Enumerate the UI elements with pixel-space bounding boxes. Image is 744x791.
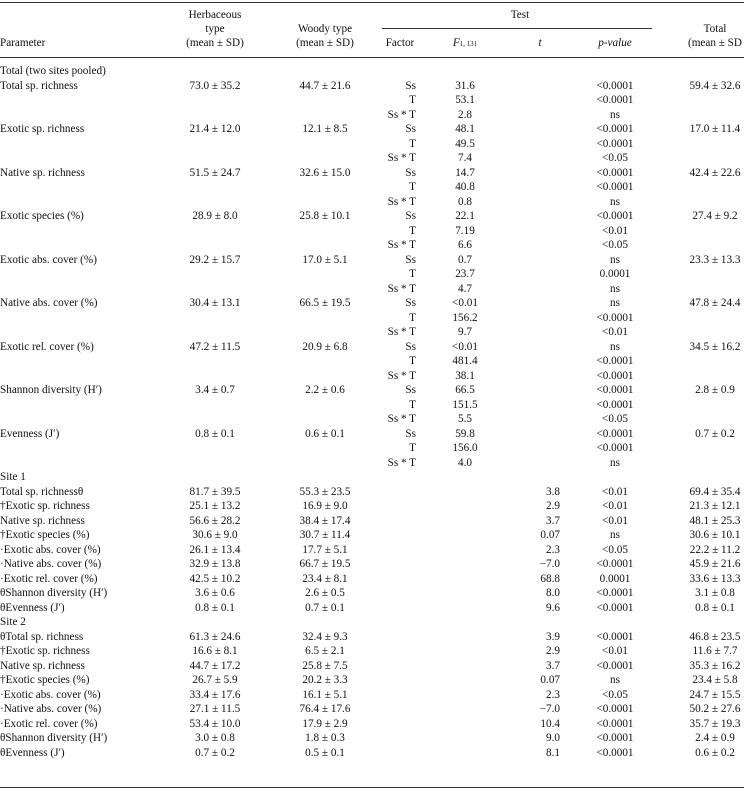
row-parameter: ·Native abs. cover (%) (0, 703, 102, 715)
row-p-value: 0.0001 (599, 572, 631, 585)
row-total-value: 47.8 ± 24.4 (689, 297, 741, 309)
row-factor: Ss (405, 340, 416, 353)
row-parameter: ·Exotic rel. cover (%) (0, 717, 98, 730)
row-total-value: 0.6 ± 0.2 (695, 746, 735, 759)
row-total-value: 69.4 ± 35.4 (689, 485, 741, 498)
row-total-value: 2.8 ± 0.9 (695, 384, 735, 396)
row-t-value: 68.8 (540, 572, 560, 585)
row-woody-value: 38.4 ± 17.4 (299, 514, 351, 527)
row-total-value: 59.4 ± 32.6 (689, 79, 741, 92)
row-p-value: <0.0001 (596, 630, 634, 643)
row-t-value: −7.0 (539, 703, 560, 715)
pooled-section-title: Total (two sites pooled) (0, 65, 106, 77)
row-p-value: <0.0001 (596, 427, 634, 440)
row-herbaceous-value: 53.4 ± 10.0 (189, 717, 241, 730)
row-herbaceous-value: 44.7 ± 17.2 (189, 659, 241, 672)
row-f-value: 49.5 (455, 137, 475, 150)
row-parameter: †Exotic sp. richness (0, 645, 90, 657)
row-p-value: ns (610, 253, 620, 266)
row-factor: T (409, 137, 416, 150)
row-p-value: <0.01 (602, 500, 628, 512)
row-parameter: Total sp. richness (0, 79, 78, 92)
row-herbaceous-value: 0.8 ± 0.1 (195, 427, 235, 440)
row-p-value: <0.0001 (596, 558, 634, 570)
row-p-value: <0.0001 (596, 398, 634, 411)
header-p-label: p-value (598, 37, 632, 49)
row-herbaceous-value: 51.5 ± 24.7 (189, 166, 241, 179)
row-t-value: 3.7 (546, 659, 560, 672)
row-p-value: ns (610, 529, 620, 541)
row-p-value: <0.0001 (596, 587, 634, 599)
row-f-value: 40.8 (455, 181, 475, 193)
row-f-value: 156.2 (452, 311, 478, 324)
row-p-value: <0.01 (602, 514, 628, 527)
row-p-value: <0.0001 (596, 123, 634, 135)
row-parameter: Evenness (J′) (0, 427, 60, 440)
row-f-value: 0.7 (458, 253, 472, 266)
row-f-value: 0.8 (458, 195, 472, 208)
row-f-value: 59.8 (455, 427, 475, 440)
row-f-value: 6.6 (458, 239, 472, 251)
row-parameter: ·Exotic abs. cover (%) (0, 543, 101, 556)
row-f-value: 38.1 (455, 369, 475, 382)
row-parameter: Exotic abs. cover (%) (0, 253, 97, 266)
header-woody-line1: Woody type (297, 23, 353, 35)
row-total-value: 35.7 ± 19.3 (689, 717, 741, 730)
row-parameter: †Exotic sp. richness (0, 500, 90, 512)
row-woody-value: 17.0 ± 5.1 (302, 253, 348, 266)
row-parameter: θEvenness (J′) (0, 601, 65, 614)
row-factor: Ss * T (387, 108, 416, 121)
row-total-value: 22.2 ± 11.2 (689, 543, 741, 556)
row-p-value: ns (610, 297, 620, 309)
row-woody-value: 1.8 ± 0.3 (305, 732, 345, 744)
row-herbaceous-value: 28.9 ± 8.0 (192, 210, 238, 222)
row-parameter: Native sp. richness (0, 166, 85, 179)
row-p-value: <0.05 (602, 239, 628, 251)
row-factor: T (409, 355, 416, 367)
row-factor: Ss (405, 79, 416, 92)
row-total-value: 23.3 ± 13.3 (689, 253, 741, 266)
row-total-value: 0.7 ± 0.2 (695, 427, 735, 440)
row-herbaceous-value: 3.0 ± 0.8 (195, 732, 235, 744)
row-p-value: <0.0001 (596, 311, 634, 324)
row-parameter: †Exotic species (%) (0, 674, 90, 686)
row-total-value: 11.6 ± 7.7 (692, 645, 738, 657)
row-parameter: θEvenness (J′) (0, 746, 65, 759)
row-herbaceous-value: 3.6 ± 0.6 (195, 587, 235, 599)
row-f-value: 9.7 (458, 326, 472, 338)
row-woody-value: 66.5 ± 19.5 (299, 297, 351, 309)
row-f-value: 4.7 (458, 282, 472, 295)
row-p-value: ns (610, 195, 620, 208)
table-top-rule (0, 2, 744, 3)
row-herbaceous-value: 81.7 ± 39.5 (189, 485, 241, 498)
row-t-value: 3.8 (546, 485, 560, 498)
row-total-value: 2.4 ± 0.9 (695, 732, 735, 744)
row-t-value: 3.9 (546, 630, 560, 643)
row-parameter: Shannon diversity (H′) (0, 384, 102, 396)
row-woody-value: 16.9 ± 9.0 (302, 500, 348, 512)
row-p-value: <0.0001 (596, 732, 634, 744)
header-total-line2: (mean ± SD (688, 37, 742, 49)
row-p-value: <0.05 (602, 688, 628, 701)
row-herbaceous-value: 33.4 ± 17.6 (189, 688, 241, 701)
row-f-value: <0.01 (452, 340, 478, 353)
row-woody-value: 2.6 ± 0.5 (305, 587, 345, 599)
row-f-value: 2.8 (458, 108, 472, 121)
row-factor: T (409, 398, 416, 411)
row-f-value: 14.7 (455, 166, 475, 179)
row-p-value: <0.0001 (596, 384, 634, 396)
row-factor: Ss * T (387, 369, 416, 382)
row-woody-value: 32.4 ± 9.3 (302, 630, 348, 643)
row-total-value: 45.9 ± 21.6 (689, 558, 741, 570)
row-herbaceous-value: 0.8 ± 0.1 (195, 601, 235, 614)
row-herbaceous-value: 0.7 ± 0.2 (195, 746, 235, 759)
row-f-value: 481.4 (452, 355, 478, 367)
row-p-value: <0.0001 (596, 181, 634, 193)
row-t-value: 2.9 (546, 500, 560, 512)
row-p-value: <0.05 (602, 413, 628, 425)
row-total-value: 21.3 ± 12.1 (689, 500, 741, 512)
row-woody-value: 66.7 ± 19.5 (299, 558, 351, 570)
row-herbaceous-value: 30.6 ± 9.0 (192, 529, 238, 541)
row-factor: T (409, 94, 416, 106)
header-f-sub: 1, 131 (459, 40, 478, 48)
row-p-value: ns (610, 340, 620, 353)
header-f-label: F (452, 37, 460, 49)
row-p-value: <0.0001 (596, 601, 634, 614)
row-herbaceous-value: 30.4 ± 13.1 (189, 297, 241, 309)
row-f-value: <0.01 (452, 297, 478, 309)
header-f (420, 36, 510, 51)
row-t-value: 3.7 (546, 514, 560, 527)
row-factor: Ss (405, 166, 416, 179)
table-bottom-rule (0, 787, 744, 788)
row-f-value: 31.6 (455, 79, 475, 92)
row-parameter: Native abs. cover (%) (0, 297, 98, 309)
row-factor: Ss (405, 210, 416, 222)
row-t-value: 9.0 (546, 732, 560, 744)
row-factor: T (409, 311, 416, 324)
row-p-value: <0.0001 (596, 442, 634, 454)
row-t-value: 2.3 (546, 543, 560, 556)
header-woody-line2: (mean ± SD) (296, 37, 354, 49)
row-parameter: Exotic species (%) (0, 210, 84, 222)
row-total-value: 48.1 ± 25.3 (689, 514, 741, 527)
row-p-value: ns (610, 108, 620, 121)
row-parameter: Exotic sp. richness (0, 123, 85, 135)
row-factor: Ss * T (387, 413, 416, 425)
row-t-value: 8.1 (546, 746, 560, 759)
row-factor: Ss (405, 253, 416, 266)
row-factor: Ss (405, 297, 416, 309)
row-p-value: ns (610, 282, 620, 295)
row-factor: Ss * T (387, 195, 416, 208)
row-p-value: <0.0001 (596, 137, 634, 150)
row-woody-value: 55.3 ± 23.5 (299, 485, 351, 498)
row-t-value: 9.6 (546, 601, 560, 614)
site1-section-title: Site 1 (0, 471, 26, 483)
row-p-value: <0.0001 (596, 659, 634, 672)
row-herbaceous-value: 73.0 ± 35.2 (189, 79, 241, 92)
row-woody-value: 12.1 ± 8.5 (302, 123, 348, 135)
row-factor: Ss * T (387, 326, 416, 338)
row-f-value: 66.5 (455, 384, 475, 396)
header-test-rule (382, 28, 652, 29)
row-factor: Ss (405, 123, 416, 135)
header-t: t (538, 37, 542, 49)
row-p-value: <0.0001 (596, 79, 634, 92)
row-herbaceous-value: 42.5 ± 10.2 (189, 572, 241, 585)
row-p-value: <0.0001 (596, 166, 634, 179)
row-factor: Ss (405, 384, 416, 396)
row-f-value: 7.4 (458, 152, 472, 164)
row-t-value: 2.3 (546, 688, 560, 701)
row-p-value: <0.05 (602, 543, 628, 556)
row-f-value: 23.7 (455, 268, 475, 280)
row-woody-value: 20.9 ± 6.8 (302, 340, 348, 353)
row-factor: T (409, 224, 416, 237)
row-p-value: <0.01 (602, 224, 628, 237)
header-herbaceous-line2: type (205, 23, 225, 35)
row-t-value: 2.9 (546, 645, 560, 657)
row-woody-value: 17.7 ± 5.1 (302, 543, 348, 556)
row-factor: Ss * T (387, 239, 416, 251)
row-woody-value: 6.5 ± 2.1 (305, 645, 345, 657)
header-bottom-rule (0, 57, 744, 58)
row-p-value: ns (610, 456, 620, 469)
row-p-value: <0.0001 (596, 703, 634, 715)
row-f-value: 156.0 (452, 442, 478, 454)
row-f-value: 4.0 (458, 456, 472, 469)
row-factor: T (409, 268, 416, 280)
header-parameter: Parameter (0, 37, 46, 49)
row-parameter: Exotic rel. cover (%) (0, 340, 94, 353)
row-woody-value: 0.5 ± 0.1 (305, 746, 345, 759)
row-f-value: 7.19 (455, 224, 475, 237)
row-parameter: Native sp. richness (0, 514, 85, 527)
row-p-value: <0.0001 (596, 355, 634, 367)
row-herbaceous-value: 27.1 ± 11.5 (189, 703, 241, 715)
row-p-value: <0.0001 (596, 94, 634, 106)
row-p-value: 0.0001 (599, 268, 631, 280)
site2-section-title: Site 2 (0, 616, 26, 628)
row-herbaceous-value: 29.2 ± 15.7 (189, 253, 241, 266)
row-herbaceous-value: 61.3 ± 24.6 (189, 630, 241, 643)
row-f-value: 48.1 (455, 123, 475, 135)
row-total-value: 42.4 ± 22.6 (689, 166, 741, 179)
row-woody-value: 0.6 ± 0.1 (305, 427, 345, 440)
row-p-value: <0.01 (602, 645, 628, 657)
row-p-value: ns (610, 674, 620, 686)
row-woody-value: 25.8 ± 10.1 (299, 210, 351, 222)
row-parameter: θShannon diversity (H′) (0, 732, 108, 744)
row-herbaceous-value: 26.7 ± 5.9 (192, 674, 238, 686)
row-factor: Ss * T (387, 282, 416, 295)
row-woody-value: 2.2 ± 0.6 (305, 384, 345, 396)
row-factor: T (409, 442, 416, 454)
header-herbaceous-line1: Herbaceous (188, 9, 242, 21)
row-herbaceous-value: 25.1 ± 13.2 (189, 500, 241, 512)
row-p-value: <0.01 (602, 326, 628, 338)
row-p-value: <0.01 (602, 485, 628, 498)
row-total-value: 33.6 ± 13.3 (689, 572, 741, 585)
row-herbaceous-value: 47.2 ± 11.5 (189, 340, 241, 353)
row-woody-value: 0.7 ± 0.1 (305, 601, 345, 614)
row-factor: Ss (405, 427, 416, 440)
row-woody-value: 16.1 ± 5.1 (302, 688, 348, 701)
row-p-value: <0.0001 (596, 717, 634, 730)
row-t-value: 10.4 (540, 717, 560, 730)
row-p-value: <0.05 (602, 152, 628, 164)
row-total-value: 50.2 ± 27.6 (689, 703, 741, 715)
row-herbaceous-value: 56.6 ± 28.2 (189, 514, 241, 527)
row-t-value: 0.07 (540, 674, 560, 686)
row-woody-value: 20.2 ± 3.3 (302, 674, 348, 686)
row-total-value: 24.7 ± 15.5 (689, 688, 741, 701)
row-total-value: 23.4 ± 5.8 (692, 674, 738, 686)
row-parameter: †Exotic species (%) (0, 529, 90, 541)
row-woody-value: 17.9 ± 2.9 (302, 717, 348, 730)
row-total-value: 0.8 ± 0.1 (695, 601, 735, 614)
header-test: Test (510, 9, 530, 21)
header-total-line1: Total (703, 23, 727, 35)
header-p (575, 36, 655, 50)
row-parameter: θShannon diversity (H′) (0, 587, 108, 599)
row-herbaceous-value: 16.6 ± 8.1 (192, 645, 238, 657)
header-herbaceous-line3: (mean ± SD) (186, 37, 244, 49)
row-herbaceous-value: 26.1 ± 13.4 (189, 543, 241, 556)
row-t-value: −7.0 (539, 558, 560, 570)
row-t-value: 8.0 (546, 587, 560, 599)
row-parameter: Native sp. richness (0, 659, 85, 672)
row-total-value: 46.8 ± 23.5 (689, 630, 741, 643)
row-herbaceous-value: 3.4 ± 0.7 (195, 384, 235, 396)
row-woody-value: 30.7 ± 11.4 (299, 529, 351, 541)
row-parameter: ·Exotic rel. cover (%) (0, 572, 98, 585)
row-woody-value: 44.7 ± 21.6 (299, 79, 351, 92)
row-parameter: ·Native abs. cover (%) (0, 558, 102, 570)
row-total-value: 3.1 ± 0.8 (695, 587, 735, 599)
row-woody-value: 25.8 ± 7.5 (302, 659, 348, 672)
row-p-value: <0.0001 (596, 369, 634, 382)
row-parameter: Total sp. richnessθ (0, 485, 84, 498)
row-parameter: ·Exotic abs. cover (%) (0, 688, 101, 701)
row-factor: T (409, 181, 416, 193)
row-f-value: 22.1 (455, 210, 475, 222)
row-total-value: 30.6 ± 10.1 (689, 529, 741, 541)
row-f-value: 151.5 (452, 398, 478, 411)
row-factor: Ss * T (387, 456, 416, 469)
row-p-value: <0.0001 (596, 746, 634, 759)
row-total-value: 34.5 ± 16.2 (689, 340, 741, 353)
row-woody-value: 76.4 ± 17.6 (299, 703, 351, 715)
row-herbaceous-value: 32.9 ± 13.8 (189, 558, 241, 570)
row-f-value: 5.5 (458, 413, 472, 425)
row-woody-value: 32.6 ± 15.0 (299, 166, 351, 179)
row-p-value: <0.0001 (596, 210, 634, 222)
row-parameter: θTotal sp. richness (0, 630, 84, 643)
header-factor: Factor (385, 37, 415, 49)
row-woody-value: 23.4 ± 8.1 (302, 572, 348, 585)
row-total-value: 35.3 ± 16.2 (689, 659, 741, 672)
row-factor: Ss * T (387, 152, 416, 164)
row-t-value: 0.07 (540, 529, 560, 541)
row-total-value: 17.0 ± 11.4 (689, 123, 741, 135)
row-total-value: 27.4 ± 9.2 (692, 210, 738, 222)
row-herbaceous-value: 21.4 ± 12.0 (189, 123, 241, 135)
row-f-value: 53.1 (455, 94, 475, 106)
